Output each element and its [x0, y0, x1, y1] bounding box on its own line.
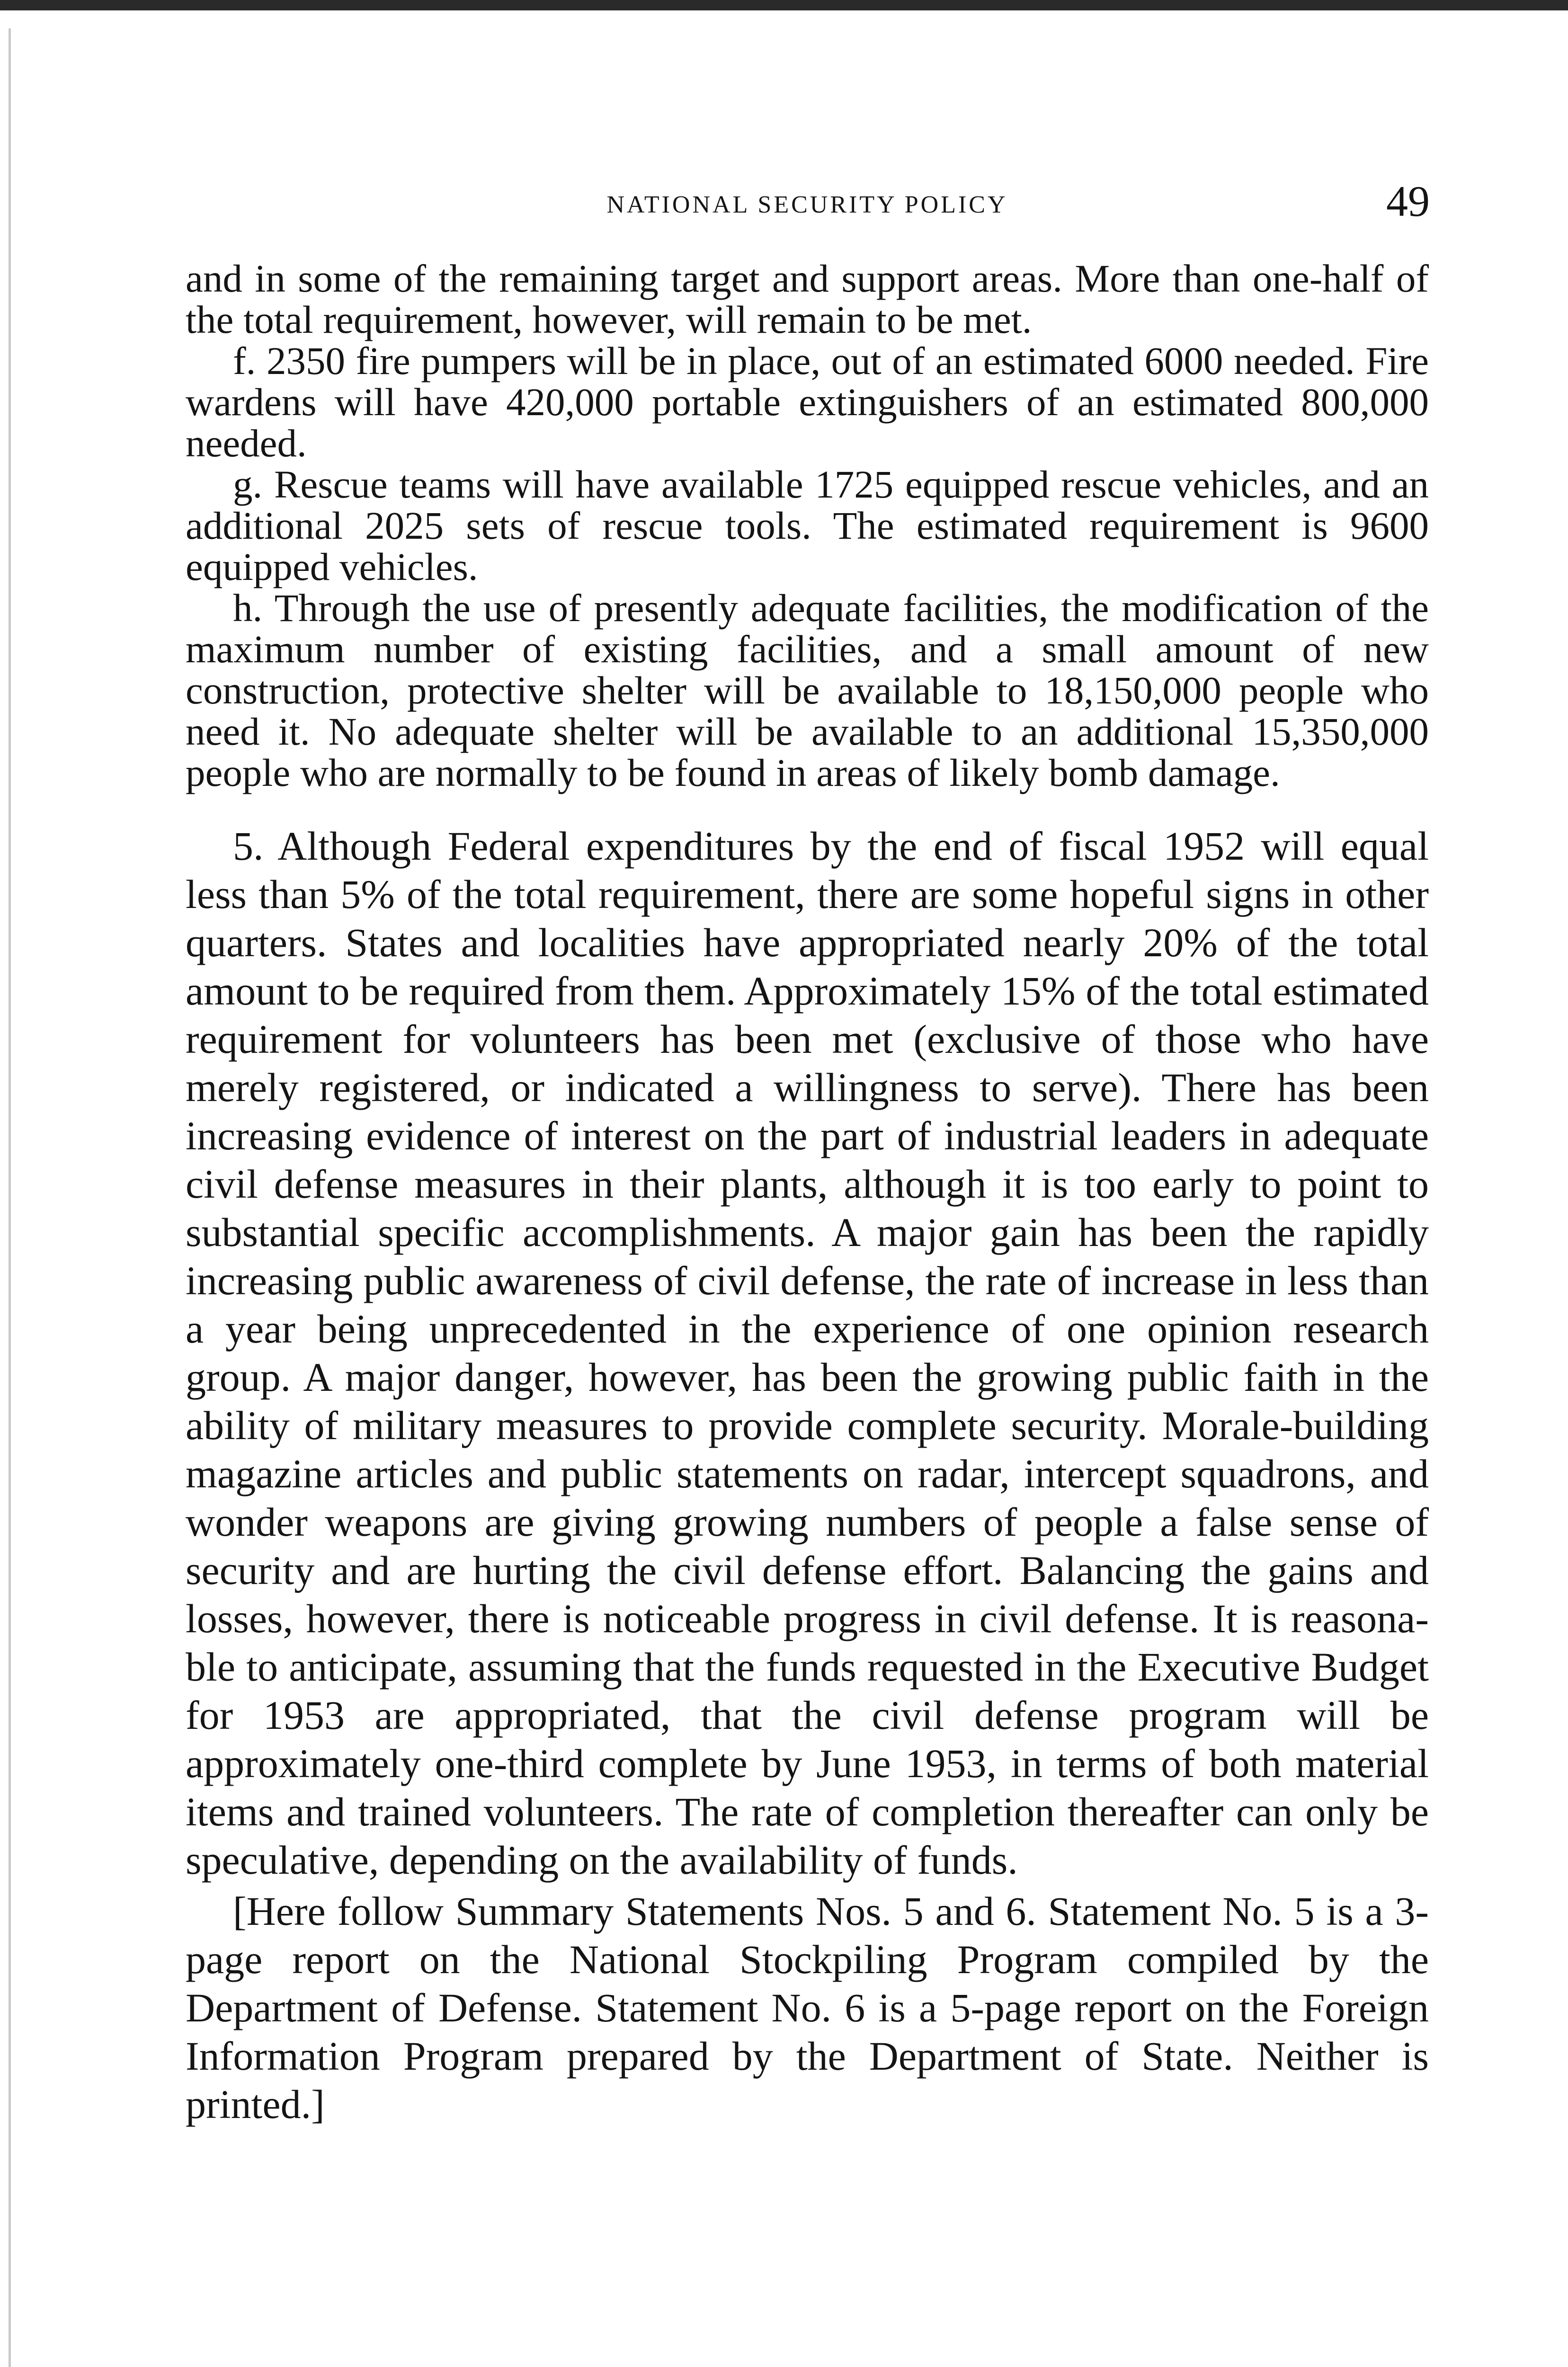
- paragraph-h-protective-shelter: h. Through the use of presently adequate facilities, the modification of the maximum number of existing facilities, and a small amount of new construction, protective shelter will be available to 18,150,000 people who need it. No adequate shelter will be available to an additional 15,350,000 people who are normally to be found in areas of likely bomb damage.: [186, 586, 1429, 794]
- paragraph-continuation: and in some of the remaining target and support areas. More than one-half of the total requirement, however, will remain to be met.: [186, 257, 1429, 341]
- page-left-edge: [9, 28, 11, 2367]
- civil-defense-estimates-section: [186, 258, 1429, 793]
- top-border-rule: [0, 0, 1568, 10]
- page-number: 49: [1386, 177, 1430, 225]
- main-text-section: [186, 822, 1429, 2128]
- paragraph-5-federal-expenditures: 5. Although Federal expenditures by the end of fiscal 1952 will equal less than 5% of the total requirement, there are some hopeful signs in other quarters. States and localities have appropriated nearly 20% of the total amount to be required from them. Approximately 15% of the total estimated requirement for volunteers has been met (exclusive of those who have merely registered, or indicated a willingness to serve). There has been increasing evidence of interest on the part of industrial leaders in adequate civil defense measures in their plants, although it is too early to point to substantial specific accomplishments. A major gain has been the rapidly increasing public awareness of civil defense, the rate of increase in less than a year being unprecedented in the experience of one opinion research group. A major danger, however, has been the growing public faith in the ability of military measures to provide complete security. Morale-building magazine articles and public statements on radar, intercept squadrons, and wonder weapons are giving growing numbers of people a false sense of security and are hurting the civil defense effort. Balancing the gains and losses, however, there is noticeable progress in civil defense. It is reasonable to anticipate, assuming that the funds requested in the Executive Budget for 1953 are appropriated, that the civil defense program will be approximately one-third complete by June 1953, in terms of both material items and trained volunteers. The rate of completion thereafter can only be speculative, depending on the availability of funds.: [186, 823, 1429, 1883]
- page-header: [185, 175, 1430, 232]
- paragraph-f-fire-pumpers: f. 2350 fire pumpers will be in place, out of an estimated 6000 needed. Fire wardens will have 420,000 portable extinguishers of an estimated 800,000 needed.: [186, 339, 1429, 465]
- editorial-note-summary-statements: [Here follow Summary Statements Nos. 5 and 6. Statement No. 5 is a 3-page report on the National Stockpiling Program compiled by the Department of Defense. Statement No. 6 is a 5-page report on the Foreign Information Program prepared by the Department of State. Neither is printed.]: [186, 1888, 1429, 2127]
- paragraph-g-rescue-teams: g. Rescue teams will have available 1725 equipped rescue vehicles, and an additional 2025 sets of rescue tools. The estimated requirement is 9600 equipped vehicles.: [186, 463, 1429, 588]
- page-body: [186, 258, 1429, 2128]
- running-title: NATIONAL SECURITY POLICY: [606, 191, 1008, 218]
